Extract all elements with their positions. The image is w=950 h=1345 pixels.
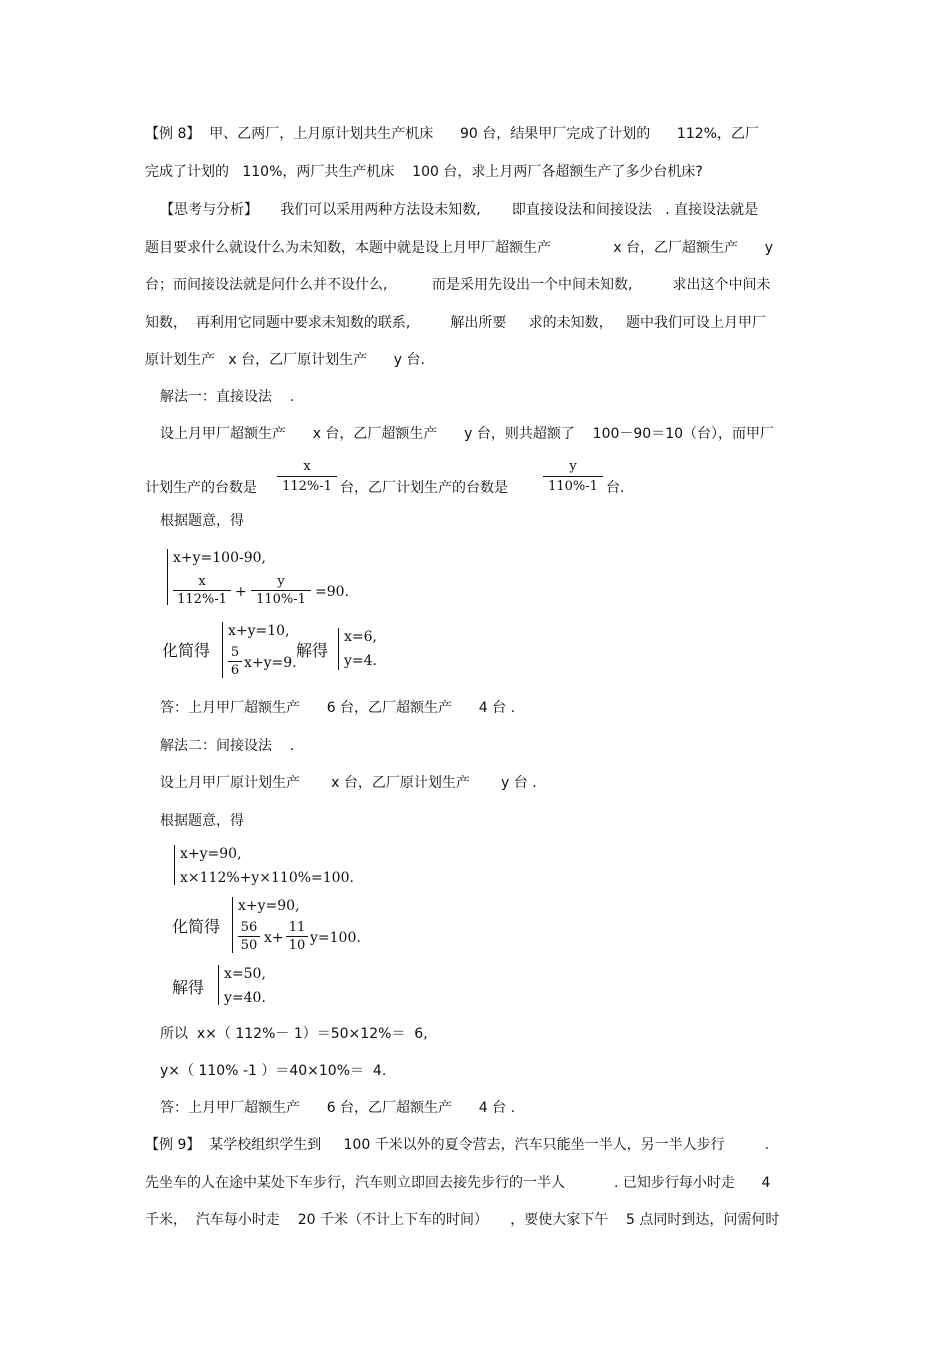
plan-count-text-a: 计划生产的台数是 [145,480,257,496]
analysis-line-4: 知数， 再利用它同题中要求未知数的联系, 解出所要 求的未知数， 题中我们可设上月甲厂 [145,315,767,331]
equation-row: x×112%+y×110%=100. [180,870,354,886]
brace [232,897,233,953]
method-2-setup: 设上月甲厂原计划生产 x 台，乙厂原计划生产 y 台 . [160,775,537,791]
fraction-denominator: 10 [288,938,306,953]
method-1-title: 解法一：直接设法 . [160,389,295,405]
equation-result: =90. [315,584,349,600]
fraction-numerator: 56 [240,920,258,935]
equation-row: x+ [264,930,284,946]
example-9-line-3: 千米， 汽车每小时走 20 千米（不计上下车的时间） ，要使大家下午 5 点同时到达，问需何时 [145,1212,780,1228]
answer-1: 答：上月甲厂超额生产 6 台，乙厂超额生产 4 台 . [160,700,516,716]
simplify-label: 化简得 [162,641,211,660]
fraction-y-over-110 [543,459,603,494]
equation-system-3 [172,843,372,889]
answer-2: 答：上月甲厂超额生产 6 台，乙厂超额生产 4 台 . [160,1100,516,1116]
fraction-numerator: y [569,459,577,474]
by-problem-label-2: 根据题意，得 [160,813,244,829]
fraction [238,921,260,952]
fraction [286,921,308,952]
fraction-denominator: 110%-1 [548,479,598,494]
solution-2 [216,963,276,1009]
equation-row: y=100. [310,930,361,946]
fraction [173,575,231,606]
analysis-line-5: 原计划生产 x 台，乙厂原计划生产 y 台. [145,352,425,368]
brace [222,622,223,678]
analysis-line-1: 【思考与分析】 我们可以采用两种方法设未知数, 即直接设法和间接设法 . 直接设法就是 [160,202,759,218]
equation-row: x+y=10, [228,623,290,639]
fraction-bar [238,936,260,937]
method-1-setup: 设上月甲厂超额生产 x 台，乙厂超额生产 y 台，则共超额了 100－90＝10（台），而甲厂 [160,426,775,442]
solution-row: y=4. [344,653,377,669]
equation-row: x+y=9. [244,655,297,671]
example-9-line-2: 先坐车的人在途中某处下车步行，汽车则立即回去接先步行的一半人 . 已知步行每小时走 4 [145,1175,771,1191]
fraction-numerator: x [303,459,311,474]
fraction-denominator: 112%-1 [177,592,227,607]
brace [338,628,339,670]
fraction-numerator: y [277,574,285,589]
solution-row: y=40. [224,990,266,1006]
fraction [228,646,242,677]
fraction-x-over-112 [277,459,337,494]
fraction-denominator: 112%-1 [282,479,332,494]
fraction-numerator: 5 [230,645,240,660]
fraction-numerator: x [198,574,206,589]
by-problem-label-1: 根据题意，得 [160,513,244,529]
brace [174,845,175,885]
solution-row: x=6, [344,629,377,645]
fraction [251,575,311,606]
analysis-line-2: 题目要求什么就设什么为未知数，本题中就是设上月甲厂超额生产 x 台，乙厂超额生产 y [145,240,774,256]
example-8-line-2: 完成了计划的 110%，两厂共生产机床 100 台，求上月两厂各超额生产了多少台机床? [145,164,703,180]
solve-label-2: 解得 [172,978,205,997]
plan-count-text-c: 台. [606,480,625,496]
equation-system-2 [220,620,300,680]
equation-system-1 [165,547,365,607]
fraction-bar [228,661,242,662]
example-8-line-1: 【例 8】 甲、乙两厂，上月原计划共生产机床 90 台，结果甲厂完成了计划的 112%，乙厂 [145,126,759,142]
fraction-bar [173,590,231,591]
fraction-denominator: 50 [240,938,258,953]
fraction-numerator: 11 [288,920,306,935]
fraction-bar [286,936,308,937]
brace [167,549,168,605]
fraction-bar [543,476,603,477]
plan-count-text-b: 台，乙厂计划生产的台数是 [340,480,508,496]
equation-row: x+y=90, [180,846,242,862]
calc-line-2: y×（ 110% -1 ）＝40×10%＝ 4. [160,1063,387,1079]
solution-1 [336,626,386,674]
solve-label: 解得 [296,641,329,660]
example-9-line-1: 【例 9】 某学校组织学生到 100 千米以外的夏令营去，汽车只能坐一半人，另一半人步行 . [145,1137,770,1153]
fraction-bar [251,590,311,591]
fraction-denominator: 110%-1 [256,592,306,607]
equation-system-4 [230,895,380,955]
solution-row: x=50, [224,966,266,982]
fraction-bar [277,476,337,477]
equation-row: x+y=90, [238,898,300,914]
fraction-denominator: 6 [230,663,240,678]
calc-line-1: 所以 x×（ 112%－ 1）＝50×12%＝ 6, [160,1026,428,1042]
plus-sign: + [235,584,247,600]
method-2-title: 解法二：间接设法 . [160,738,295,754]
simplify-label-2: 化简得 [172,917,221,936]
brace [218,965,219,1005]
analysis-line-3: 台；而间接设法就是问什么并不设什么, 而是采用先设出一个中间未知数, 求出这个中间未 [145,277,771,293]
equation-row: x+y=100-90, [173,550,266,566]
